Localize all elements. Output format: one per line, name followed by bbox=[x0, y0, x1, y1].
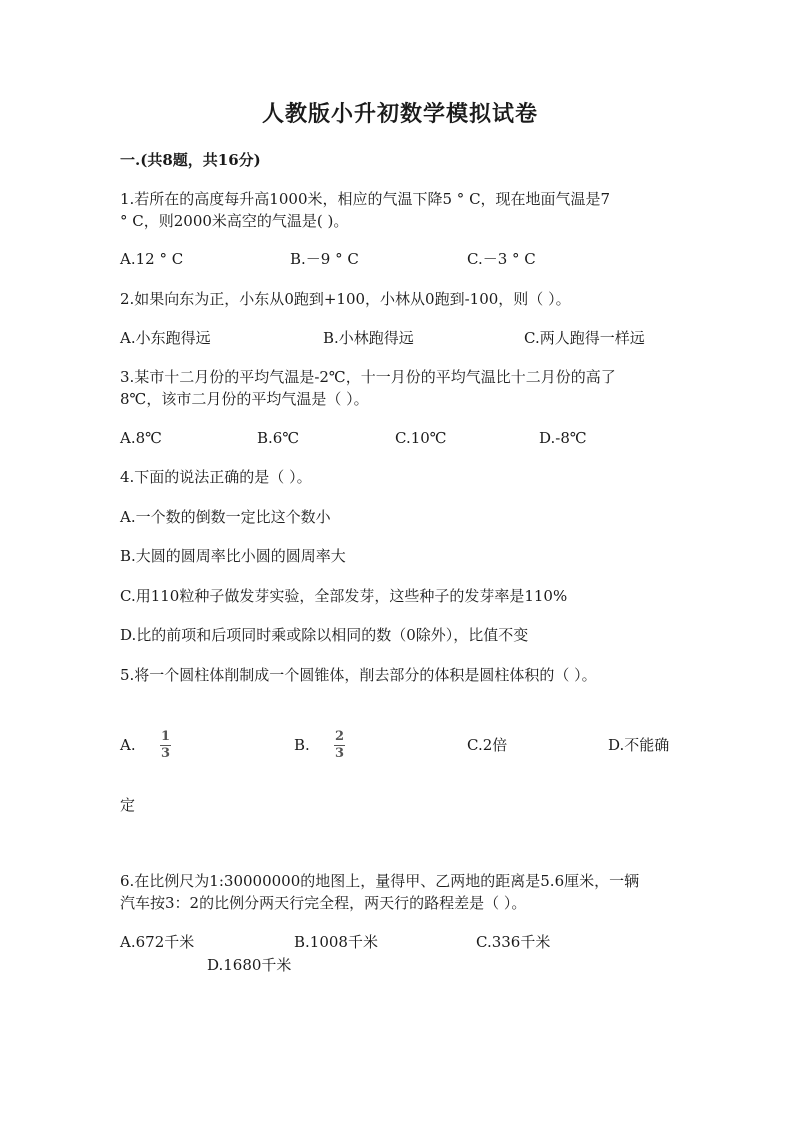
question-3-option-a: A.8℃ bbox=[120, 429, 162, 447]
question-3-stem-line-2: 8℃，该市二月份的平均气温是（ ）。 bbox=[120, 390, 369, 408]
question-5-option-b-label: B. bbox=[294, 736, 310, 754]
fraction-denominator: 3 bbox=[334, 746, 345, 761]
question-5-stem-line-1: 5.将一个圆柱体削制成一个圆锥体，削去部分的体积是圆柱体积的（ ）。 bbox=[120, 666, 597, 684]
question-6-option-b: B.1008千米 bbox=[294, 933, 378, 951]
question-4-option-c: C.用110粒种子做发芽实验，全部发芽，这些种子的发芽率是110% bbox=[120, 587, 568, 605]
question-2-option-a: A.小东跑得远 bbox=[120, 329, 211, 347]
question-4-option-d: D.比的前项和后项同时乘或除以相同的数（0除外），比值不变 bbox=[120, 626, 529, 644]
question-6-option-a: A.672千米 bbox=[120, 933, 195, 951]
question-6-option-d: D.1680千米 bbox=[207, 956, 292, 974]
section-heading: 一.(共8题，共16分) bbox=[120, 151, 261, 169]
question-3-option-d: D.-8℃ bbox=[539, 429, 587, 447]
question-1-option-a: A.12 ° C bbox=[120, 250, 184, 268]
question-4-stem-line-1: 4.下面的说法正确的是（ ）。 bbox=[120, 468, 312, 486]
question-1-option-b: B.－9 ° C bbox=[290, 250, 359, 268]
question-2-option-b: B.小林跑得远 bbox=[323, 329, 414, 347]
question-6-stem-line-1: 6.在比例尺为1:30000000的地图上，量得甲、乙两地的距离是5.6厘米，一辆 bbox=[120, 872, 640, 890]
question-5-option-a-fraction bbox=[160, 730, 171, 761]
question-5-option-d: D.不能确 bbox=[608, 736, 670, 754]
question-2-option-c: C.两人跑得一样远 bbox=[524, 329, 645, 347]
fraction-denominator: 3 bbox=[160, 746, 171, 761]
fraction-numerator: 1 bbox=[160, 729, 171, 744]
question-4-option-b: B.大圆的圆周率比小圆的圆周率大 bbox=[120, 547, 346, 565]
question-5-option-b-fraction bbox=[334, 730, 345, 761]
question-4-option-a: A.一个数的倒数一定比这个数小 bbox=[120, 508, 331, 526]
question-3-stem-line-1: 3.某市十二月份的平均气温是-2℃，十一月份的平均气温比十二月份的高了 bbox=[120, 368, 616, 386]
fraction-numerator: 2 bbox=[334, 729, 345, 744]
question-5-option-d-wrap: 定 bbox=[120, 796, 136, 814]
question-3-option-c: C.10℃ bbox=[395, 429, 447, 447]
question-5-option-a-label: A. bbox=[120, 736, 136, 754]
question-2-stem-line-1: 2.如果向东为正，小东从0跑到+100，小林从0跑到-100，则（ ）。 bbox=[120, 290, 571, 308]
question-6-stem-line-2: 汽车按3：2的比例分两天行完全程，两天行的路程差是（ ）。 bbox=[120, 894, 527, 912]
question-1-option-c: C.－3 ° C bbox=[467, 250, 536, 268]
question-3-option-b: B.6℃ bbox=[257, 429, 300, 447]
question-5-option-c: C.2倍 bbox=[467, 736, 508, 754]
exam-title: 人教版小升初数学模拟试卷 bbox=[261, 101, 538, 127]
question-6-option-c: C.336千米 bbox=[476, 933, 551, 951]
question-1-stem-line-2: ° C，则2000米高空的气温是( )。 bbox=[120, 212, 349, 230]
question-1-stem-line-1: 1.若所在的高度每升高1000米，相应的气温下降5 ° C，现在地面气温是7 bbox=[120, 190, 611, 208]
